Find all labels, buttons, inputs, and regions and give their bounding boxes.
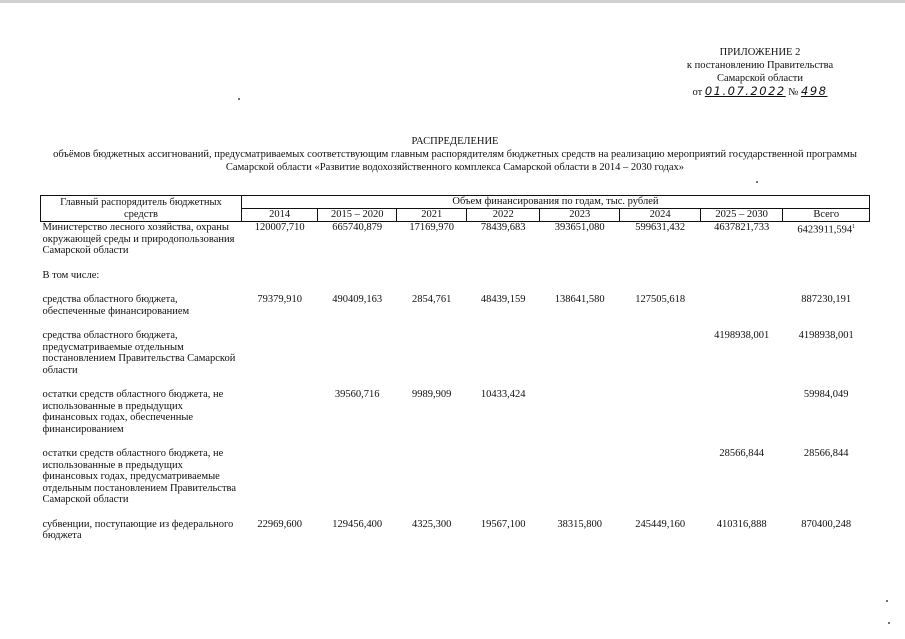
col-2025-2030: 2025 – 2030 (700, 209, 783, 222)
cell-value (396, 448, 467, 506)
table-row-remainder-separate (41, 448, 870, 506)
cell-value: 393651,080 (554, 222, 605, 233)
cell-value: 78439,683 (480, 222, 526, 233)
cell-value (540, 330, 620, 376)
funding-table (40, 195, 870, 542)
table-row-remainder-funded (41, 389, 870, 435)
cell-value: 38315,800 (557, 518, 603, 530)
scan-top-edge (0, 0, 905, 3)
cell-value (467, 330, 540, 376)
table-row-including (41, 270, 870, 282)
col-2014: 2014 (241, 209, 318, 222)
footnote-mark: 1 (852, 224, 856, 230)
cell-value (318, 330, 397, 376)
scan-speck (238, 98, 240, 100)
cell-value (700, 294, 783, 317)
cell-value (620, 330, 700, 376)
col-2024: 2024 (620, 209, 700, 222)
cell-value: 17169,970 (409, 222, 455, 233)
cell-value: 19567,100 (480, 518, 526, 530)
cell-value (540, 448, 620, 506)
scan-speck (888, 622, 890, 624)
cell-value: 4637821,733 (714, 222, 770, 233)
cell-value: 48439,159 (480, 294, 526, 305)
cell-total: 28566,844 (803, 448, 849, 459)
col-total: Всего (783, 209, 870, 222)
resolution-number: 498 (801, 84, 828, 99)
title-line-2: Самарской области «Развитие водохозяйственного комплекса Самарской области в 2014 – 2030 годах» (225, 162, 685, 173)
cell-value: 39560,716 (334, 389, 380, 400)
appendix-region: Самарской области (717, 72, 803, 84)
title-heading: РАСПРЕДЕЛЕНИЕ (411, 136, 499, 147)
cell-value: 9989,909 (412, 389, 452, 400)
appendix-title: ПРИЛОЖЕНИЕ 2 (719, 47, 801, 58)
cell-value (241, 448, 318, 506)
header-main: Главный распорядитель бюджетных средств (41, 196, 242, 222)
cell-value (620, 448, 700, 506)
appendix-date-line (660, 85, 860, 100)
cell-value: 2854,761 (412, 294, 452, 305)
cell-value: 129456,400 (332, 518, 383, 530)
cell-value: 10433,424 (480, 389, 526, 400)
cell-value: 28566,844 (719, 448, 764, 459)
table-row-regional-funded (41, 294, 870, 317)
table-row-ministry (41, 222, 870, 257)
cell-value (318, 448, 397, 506)
row-name: В том числе: (42, 269, 100, 281)
title-line-1: объёмов бюджетных ассигнований, предусматриваемых соответствующим главным распорядителям бюджетных средств на реализацию мероприятий государственной программы (53, 149, 857, 160)
scan-speck (756, 181, 758, 183)
row-name: остатки средств областного бюджета, не использованные в предыдущих финансовых годах, предусматриваемые отдельным постановлением Правительства Самарской области (42, 448, 237, 505)
cell-total: 870400,248 (801, 518, 852, 530)
row-name: остатки средств областного бюджета, не использованные в предыдущих финансовых годах, обеспеченные финансированием (42, 389, 224, 435)
row-name: средства областного бюджета, предусматриваемые отдельным постановлением Правительства Самарской области (42, 330, 236, 376)
col-2015-2020: 2015 – 2020 (318, 209, 397, 222)
cell-total: 59984,049 (803, 389, 849, 400)
cell-value: 4198938,001 (714, 330, 770, 341)
header-group: Объем финансирования по годам, тыс. рублей (241, 196, 869, 209)
cell-value (396, 330, 467, 376)
cell-value: 120007,710 (254, 222, 305, 233)
appendix-block (660, 47, 860, 100)
cell-value (467, 448, 540, 506)
cell-value: 665740,879 (332, 222, 383, 233)
cell-value: 138641,580 (554, 294, 605, 305)
col-2021: 2021 (396, 209, 467, 222)
cell-value (620, 389, 700, 435)
cell-total (783, 222, 870, 257)
cell-value: 490409,163 (332, 294, 383, 305)
cell-value (540, 389, 620, 435)
row-name: Министерство лесного хозяйства, охраны окружающей среды и природопользования Самарской области (42, 222, 235, 256)
appendix-resolution: к постановлению Правительства (686, 59, 834, 71)
cell-value: 410316,888 (716, 518, 767, 530)
col-2023: 2023 (540, 209, 620, 222)
cell-value: 245449,160 (635, 518, 686, 530)
cell-total: 887230,191 (801, 294, 852, 305)
resolution-date: 01.07.2022 (704, 84, 786, 99)
table-row-regional-separate (41, 330, 870, 376)
scan-speck (886, 600, 888, 602)
table-row-federal-subventions (41, 519, 870, 542)
cell-value (700, 389, 783, 435)
cell-total: 4198938,001 (798, 330, 854, 341)
document-title (40, 135, 870, 174)
cell-value: 79379,910 (257, 294, 302, 305)
col-2022: 2022 (467, 209, 540, 222)
cell-value: 127505,618 (635, 294, 686, 305)
from-label: от (692, 87, 703, 99)
row-name: субвенции, поступающие из федерального бюджета (42, 518, 234, 541)
cell-value (241, 389, 318, 435)
total-value: 6423911,594 (797, 224, 853, 236)
row-name: средства областного бюджета, обеспеченные финансированием (42, 294, 190, 317)
cell-value: 4325,300 (412, 518, 452, 530)
number-label: № (788, 87, 799, 99)
cell-value: 599631,432 (635, 222, 686, 233)
cell-value (241, 330, 318, 376)
cell-value: 22969,600 (257, 518, 302, 530)
